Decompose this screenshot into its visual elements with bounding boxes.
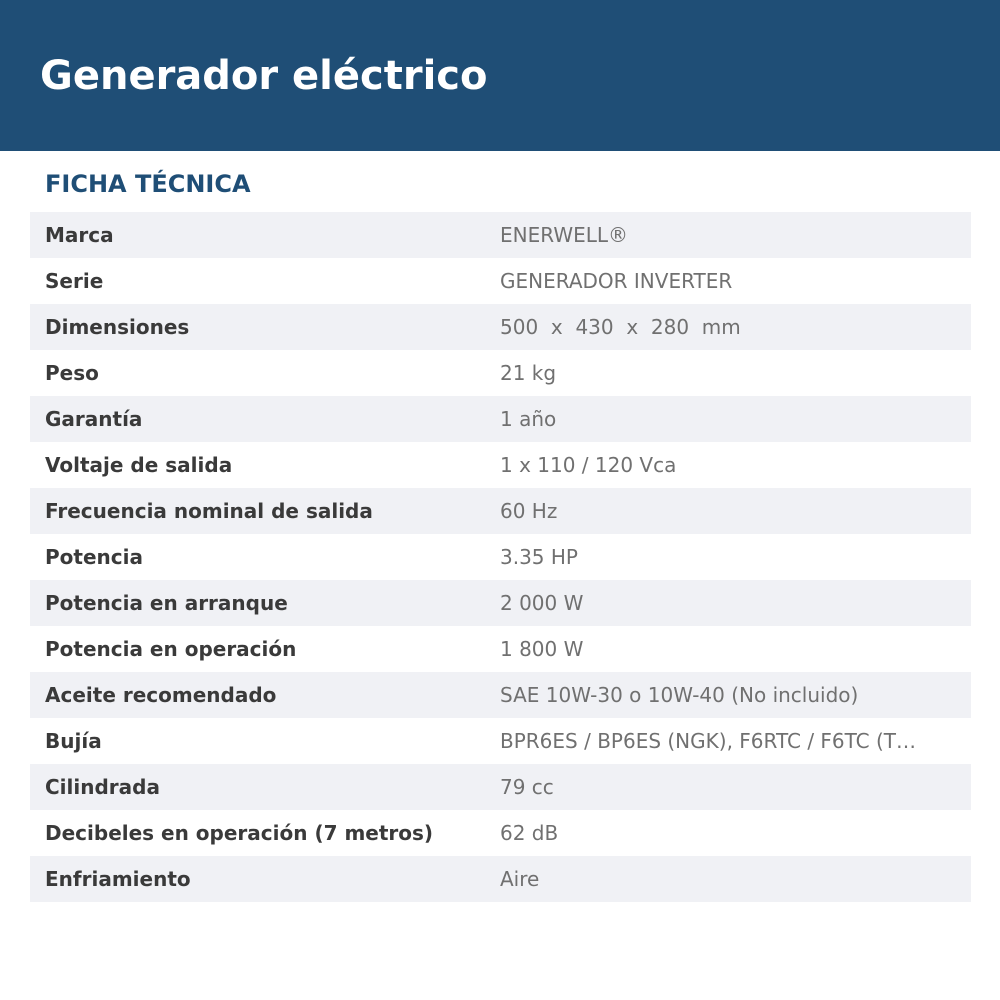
spec-value: 60 Hz: [500, 499, 558, 523]
spec-row-frecuencia: [30, 488, 971, 534]
spec-table: [30, 212, 971, 902]
spec-label: Marca: [45, 223, 114, 247]
spec-value: 1 año: [500, 407, 557, 431]
spec-label: Cilindrada: [45, 775, 160, 799]
spec-row-bujia: [30, 718, 971, 764]
spec-row-serie: [30, 258, 971, 304]
spec-row-decibeles: [30, 810, 971, 856]
spec-row-marca: [30, 212, 971, 258]
spec-row-potencia-arranque: [30, 580, 971, 626]
spec-label: Potencia en arranque: [45, 591, 288, 615]
spec-label: Dimensiones: [45, 315, 190, 339]
page-title: Generador eléctrico: [40, 53, 488, 99]
spec-value: 2 000 W: [500, 591, 584, 615]
spec-row-enfriamiento: [30, 856, 971, 902]
spec-label: Bujía: [45, 729, 102, 753]
spec-label: Garantía: [45, 407, 143, 431]
page-header: [0, 0, 1000, 151]
spec-label: Potencia en operación: [45, 637, 297, 661]
spec-label: Serie: [45, 269, 104, 293]
spec-row-voltaje: [30, 442, 971, 488]
spec-row-cilindrada: [30, 764, 971, 810]
spec-value: SAE 10W-30 o 10W-40 (No incluido): [500, 683, 859, 707]
spec-label: Potencia: [45, 545, 143, 569]
spec-value: ENERWELL®: [500, 223, 629, 247]
spec-value: 1 x 110 / 120 Vca: [500, 453, 677, 477]
spec-label: Aceite recomendado: [45, 683, 277, 707]
spec-row-potencia: [30, 534, 971, 580]
spec-label: Decibeles en operación (7 metros): [45, 821, 434, 845]
spec-row-potencia-operacion: [30, 626, 971, 672]
spec-value: Aire: [500, 867, 540, 891]
spec-label: Frecuencia nominal de salida: [45, 499, 373, 523]
spec-value: 79 cc: [500, 775, 554, 799]
section-title: FICHA TÉCNICA: [45, 170, 251, 198]
spec-value: 1 800 W: [500, 637, 584, 661]
spec-value: 3.35 HP: [500, 545, 578, 569]
spec-row-peso: [30, 350, 971, 396]
spec-row-dimensiones: [30, 304, 971, 350]
spec-label: Peso: [45, 361, 99, 385]
spec-label: Voltaje de salida: [45, 453, 233, 477]
spec-value: BPR6ES / BP6ES (NGK), F6RTC / F6TC (T…: [500, 729, 917, 753]
spec-label: Enfriamiento: [45, 867, 191, 891]
spec-value: 500 x 430 x 280 mm: [500, 315, 741, 339]
spec-row-aceite: [30, 672, 971, 718]
spec-value: 62 dB: [500, 821, 559, 845]
spec-value: GENERADOR INVERTER: [500, 269, 733, 293]
spec-value: 21 kg: [500, 361, 557, 385]
spec-row-garantia: [30, 396, 971, 442]
